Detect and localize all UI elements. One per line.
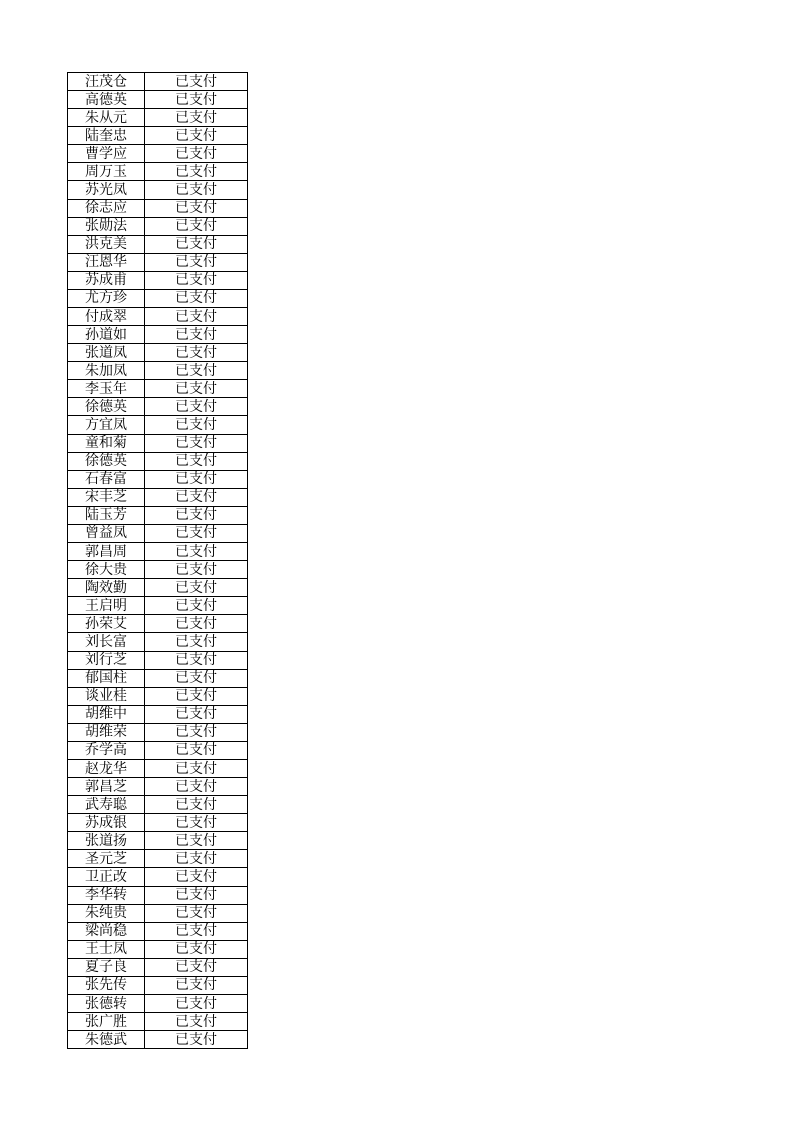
name-cell: 郭昌芝 (68, 778, 145, 796)
payment-status-cell: 已支付 (145, 452, 248, 470)
table-row (68, 271, 248, 289)
table-row (68, 470, 248, 488)
table-row (68, 434, 248, 452)
table-row (68, 633, 248, 651)
table-row (68, 814, 248, 832)
payment-status-cell: 已支付 (145, 940, 248, 958)
table-row (68, 922, 248, 940)
name-cell: 郁国柱 (68, 669, 145, 687)
table-row (68, 976, 248, 994)
table-row (68, 308, 248, 326)
table-row (68, 506, 248, 524)
payment-status-cell: 已支付 (145, 561, 248, 579)
payment-status-cell: 已支付 (145, 344, 248, 362)
table-row (68, 669, 248, 687)
table-row (68, 579, 248, 597)
payment-status-cell: 已支付 (145, 994, 248, 1012)
payment-status-cell: 已支付 (145, 217, 248, 235)
payment-status-cell: 已支付 (145, 1031, 248, 1049)
name-cell: 朱纯贵 (68, 904, 145, 922)
payment-status-cell: 已支付 (145, 886, 248, 904)
name-cell: 徐德英 (68, 452, 145, 470)
payment-status-cell: 已支付 (145, 633, 248, 651)
table-row (68, 615, 248, 633)
name-cell: 梁尚稳 (68, 922, 145, 940)
name-cell: 朱德武 (68, 1031, 145, 1049)
table-row (68, 958, 248, 976)
table-row (68, 1013, 248, 1031)
payment-status-cell: 已支付 (145, 796, 248, 814)
name-cell: 武寿聪 (68, 796, 145, 814)
table-row (68, 723, 248, 741)
table-row (68, 778, 248, 796)
payment-status-cell: 已支付 (145, 976, 248, 994)
payment-status-cell: 已支付 (145, 832, 248, 850)
table-row (68, 1031, 248, 1049)
payment-status-cell: 已支付 (145, 271, 248, 289)
payment-status-cell: 已支付 (145, 669, 248, 687)
payment-status-cell: 已支付 (145, 380, 248, 398)
payment-status-cell: 已支付 (145, 850, 248, 868)
payment-status-cell: 已支付 (145, 235, 248, 253)
payment-status-cell: 已支付 (145, 868, 248, 886)
name-cell: 夏子良 (68, 958, 145, 976)
name-cell: 张道扬 (68, 832, 145, 850)
payment-status-cell: 已支付 (145, 91, 248, 109)
payment-status-cell: 已支付 (145, 705, 248, 723)
table-row (68, 904, 248, 922)
name-cell: 卫正改 (68, 868, 145, 886)
table-row (68, 452, 248, 470)
name-cell: 胡维荣 (68, 723, 145, 741)
payment-status-cell: 已支付 (145, 163, 248, 181)
payment-status-cell: 已支付 (145, 289, 248, 307)
payment-status-cell: 已支付 (145, 470, 248, 488)
payment-status-cell: 已支付 (145, 597, 248, 615)
payment-status-cell: 已支付 (145, 253, 248, 271)
table-row (68, 109, 248, 127)
table-row (68, 398, 248, 416)
name-cell: 石春富 (68, 470, 145, 488)
table-row (68, 181, 248, 199)
name-cell: 张广胜 (68, 1013, 145, 1031)
name-cell: 孙道如 (68, 326, 145, 344)
payment-status-cell: 已支付 (145, 579, 248, 597)
name-cell: 汪茂仓 (68, 73, 145, 91)
name-cell: 赵龙华 (68, 759, 145, 777)
table-row (68, 145, 248, 163)
payment-status-cell: 已支付 (145, 308, 248, 326)
payment-status-cell: 已支付 (145, 904, 248, 922)
payment-status-cell: 已支付 (145, 687, 248, 705)
name-cell: 谈业桂 (68, 687, 145, 705)
payment-status-cell: 已支付 (145, 958, 248, 976)
table-row (68, 344, 248, 362)
name-cell: 徐志应 (68, 199, 145, 217)
table-row (68, 796, 248, 814)
name-cell: 王启明 (68, 597, 145, 615)
name-cell: 郭昌周 (68, 543, 145, 561)
name-cell: 张勋法 (68, 217, 145, 235)
name-cell: 童和菊 (68, 434, 145, 452)
payment-status-cell: 已支付 (145, 524, 248, 542)
name-cell: 李华转 (68, 886, 145, 904)
payment-status-cell: 已支付 (145, 73, 248, 91)
name-cell: 刘长富 (68, 633, 145, 651)
name-cell: 朱从元 (68, 109, 145, 127)
name-cell: 徐德英 (68, 398, 145, 416)
name-cell: 孙荣艾 (68, 615, 145, 633)
table-row (68, 705, 248, 723)
table-row (68, 127, 248, 145)
table-row (68, 199, 248, 217)
name-cell: 曹学应 (68, 145, 145, 163)
name-cell: 高德英 (68, 91, 145, 109)
name-cell: 苏光凤 (68, 181, 145, 199)
payment-status-cell: 已支付 (145, 922, 248, 940)
name-cell: 尤方珍 (68, 289, 145, 307)
table-row (68, 741, 248, 759)
payment-status-cell: 已支付 (145, 723, 248, 741)
payment-status-cell: 已支付 (145, 741, 248, 759)
payment-status-cell: 已支付 (145, 814, 248, 832)
payment-status-cell: 已支付 (145, 398, 248, 416)
name-cell: 陆玉芳 (68, 506, 145, 524)
table-row (68, 597, 248, 615)
table-row (68, 73, 248, 91)
name-cell: 方宜凤 (68, 416, 145, 434)
name-cell: 张先传 (68, 976, 145, 994)
payment-status-cell: 已支付 (145, 145, 248, 163)
table-row (68, 289, 248, 307)
payment-status-cell: 已支付 (145, 434, 248, 452)
name-cell: 付成翠 (68, 308, 145, 326)
table-row (68, 416, 248, 434)
table-row (68, 886, 248, 904)
table-row (68, 524, 248, 542)
name-cell: 周万玉 (68, 163, 145, 181)
table-row (68, 253, 248, 271)
table-row (68, 235, 248, 253)
payment-status-cell: 已支付 (145, 127, 248, 145)
payment-status-cell: 已支付 (145, 326, 248, 344)
table-row (68, 850, 248, 868)
payment-status-cell: 已支付 (145, 759, 248, 777)
payment-status-cell: 已支付 (145, 651, 248, 669)
table-row (68, 868, 248, 886)
name-cell: 洪克美 (68, 235, 145, 253)
name-cell: 陶效勤 (68, 579, 145, 597)
name-cell: 徐大贵 (68, 561, 145, 579)
payment-status-cell: 已支付 (145, 416, 248, 434)
name-cell: 宋丰芝 (68, 488, 145, 506)
table-row (68, 326, 248, 344)
table-row (68, 561, 248, 579)
payment-status-cell: 已支付 (145, 543, 248, 561)
table-row (68, 543, 248, 561)
table-row (68, 380, 248, 398)
payment-status-cell: 已支付 (145, 109, 248, 127)
table-row (68, 488, 248, 506)
table-row (68, 759, 248, 777)
table-row (68, 91, 248, 109)
payment-status-cell: 已支付 (145, 1013, 248, 1031)
table-row (68, 994, 248, 1012)
payment-status-cell: 已支付 (145, 362, 248, 380)
name-cell: 胡维中 (68, 705, 145, 723)
payment-status-cell: 已支付 (145, 615, 248, 633)
payment-status-cell: 已支付 (145, 181, 248, 199)
name-cell: 李玉年 (68, 380, 145, 398)
payment-table (67, 72, 248, 1049)
table-row (68, 832, 248, 850)
payment-status-cell: 已支付 (145, 199, 248, 217)
name-cell: 张道凤 (68, 344, 145, 362)
table-row (68, 217, 248, 235)
name-cell: 苏成银 (68, 814, 145, 832)
name-cell: 陆奎忠 (68, 127, 145, 145)
name-cell: 圣元芝 (68, 850, 145, 868)
name-cell: 苏成甫 (68, 271, 145, 289)
payment-table-body (68, 73, 248, 1049)
name-cell: 乔学高 (68, 741, 145, 759)
name-cell: 刘行芝 (68, 651, 145, 669)
payment-status-cell: 已支付 (145, 488, 248, 506)
table-row (68, 687, 248, 705)
table-row (68, 163, 248, 181)
payment-status-cell: 已支付 (145, 506, 248, 524)
name-cell: 汪恩华 (68, 253, 145, 271)
name-cell: 曾益凤 (68, 524, 145, 542)
name-cell: 张德转 (68, 994, 145, 1012)
table-row (68, 940, 248, 958)
table-row (68, 651, 248, 669)
payment-status-cell: 已支付 (145, 778, 248, 796)
name-cell: 朱加凤 (68, 362, 145, 380)
name-cell: 王士凤 (68, 940, 145, 958)
table-row (68, 362, 248, 380)
